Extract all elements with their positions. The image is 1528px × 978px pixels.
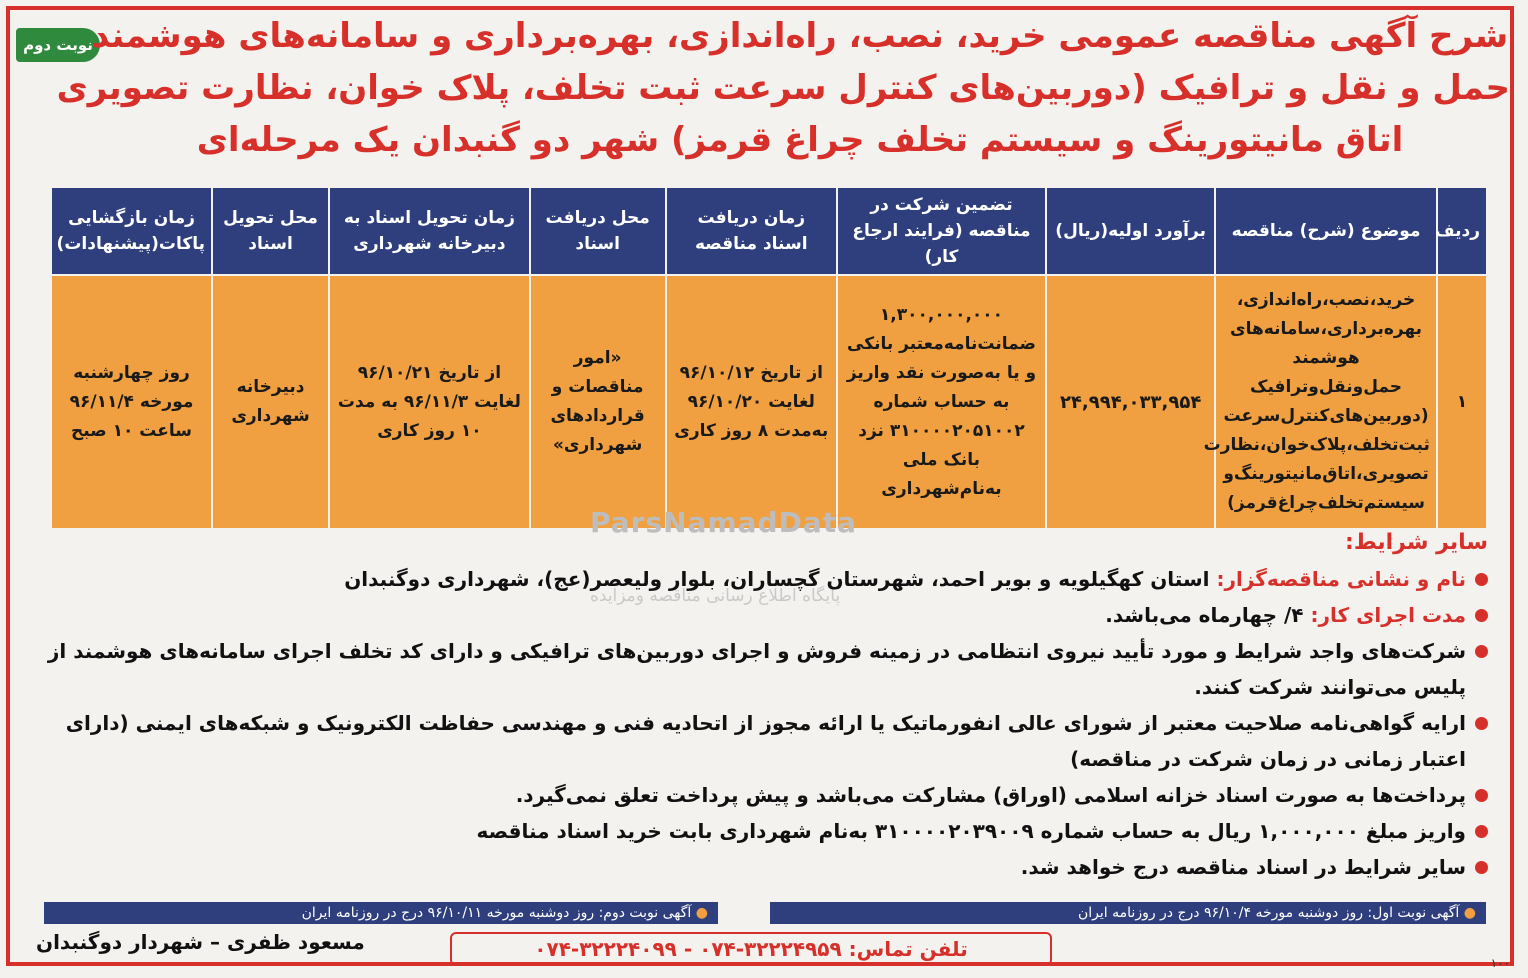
condition-item xyxy=(40,597,1488,633)
second-round-notice xyxy=(44,902,718,924)
header-estimate: برآورد اولیه(ریال) xyxy=(1046,187,1215,275)
condition-label: نام و نشانی مناقصه‌گزار: xyxy=(1216,567,1466,591)
header-deliver-place: محل تحویل اسناد xyxy=(212,187,329,275)
condition-item xyxy=(40,813,1488,849)
other-conditions xyxy=(40,530,1488,885)
condition-text: واریز مبلغ ۱,۰۰۰,۰۰۰ ریال به حساب شماره ۳۱۰۰۰۰۲۰۳۹۰۰۹ به‌نام شهرداری بابت خرید اسناد مناقصه xyxy=(476,819,1466,843)
bullet-icon: ● xyxy=(1463,905,1476,921)
header-deliver-time: زمان تحویل اسناد به دبیرخانه شهرداری xyxy=(329,187,530,275)
bullet-icon xyxy=(1475,825,1488,838)
condition-text: پرداخت‌ها به صورت اسناد خزانه اسلامی (اوراق) مشارکت می‌باشد و پیش پرداخت تعلق نمی‌گیرد. xyxy=(515,783,1466,807)
bullet-icon xyxy=(1475,609,1488,622)
condition-item xyxy=(40,849,1488,885)
header-row-number: ردیف xyxy=(1437,187,1487,275)
page-number: ۱۰۰ xyxy=(1490,956,1510,970)
cell-guarantee: ۱,۳۰۰,۰۰۰,۰۰۰ ضمانت‌نامه‌معتبر بانکی و یا به‌صورت نقد واریز به حساب شماره ۳۱۰۰۰۰۲۰۵۱۰۰۲ نزد بانک ملی به‌نام‌شهرداری xyxy=(837,275,1046,529)
cell-deliver-time: از تاریخ ۹۶/۱۰/۲۱ لغایت ۹۶/۱۱/۳ به مدت ۱۰ روز کاری xyxy=(329,275,530,529)
bullet-icon xyxy=(1475,573,1488,586)
conditions-heading: سایر شرایط: xyxy=(1345,530,1488,555)
condition-label: مدت اجرای کار: xyxy=(1310,603,1466,627)
first-round-notice-text: آگهی نوبت اول: روز دوشنبه مورخه ۹۶/۱۰/۴ درج در روزنامه ایران xyxy=(1078,905,1460,921)
contact-phone: تلفن تماس: ۳۲۲۲۴۹۵۹-۰۷۴ - ۳۲۲۲۴۰۹۹-۰۷۴ xyxy=(450,932,1052,966)
title-line-2: حمل و نقل و ترافیک (دوربین‌های کنترل سرعت ثبت تخلف، پلاک خوان، نظارت تصویری xyxy=(56,68,1510,108)
header-opening-time: زمان بازگشایی پاکات(پیشنهادات) xyxy=(51,187,212,275)
cell-estimate: ۲۴,۹۹۴,۰۳۳,۹۵۴ xyxy=(1046,275,1215,529)
watermark-subtitle: پایگاه اطلاع رسانی مناقصه ومزایده xyxy=(590,586,841,606)
tender-table xyxy=(50,186,1488,530)
watermark-brand: ParsNamadData xyxy=(590,506,857,539)
bullet-icon xyxy=(1475,645,1488,658)
cell-deliver-place: دبیرخانه شهرداری xyxy=(212,275,329,529)
header-receive-time: زمان دریافت اسناد مناقصه xyxy=(666,187,837,275)
condition-item xyxy=(40,705,1488,777)
condition-item xyxy=(40,633,1488,705)
title-line-1: شرح آگهی مناقصه عمومی خرید، نصب، راه‌اندازی، بهره‌برداری و سامانه‌های هوشمند xyxy=(91,16,1509,56)
condition-text: استان کهگیلویه و بویر احمد، شهرستان گچساران، بلوار ولیعصر(عج)، شهرداری دوگنبدان xyxy=(344,567,1217,591)
first-round-notice xyxy=(770,902,1486,924)
second-round-notice-text: آگهی نوبت دوم: روز دوشنبه مورخه ۹۶/۱۰/۱۱ درج در روزنامه ایران xyxy=(301,905,692,921)
cell-opening-time: روز چهارشنبه مورخه ۹۶/۱۱/۴ ساعت ۱۰ صبح xyxy=(51,275,212,529)
title-line-3: اتاق مانیتورینگ و سیستم تخلف چراغ قرمز) شهر دو گنبدان یک مرحله‌ای xyxy=(196,120,1404,160)
condition-item xyxy=(40,561,1488,597)
condition-text: ۴/ چهارماه می‌باشد. xyxy=(1105,603,1311,627)
condition-text: سایر شرایط در اسناد مناقصه درج خواهد شد. xyxy=(1020,855,1466,879)
bullet-icon xyxy=(1475,717,1488,730)
bullet-icon xyxy=(1475,789,1488,802)
cell-receive-time: از تاریخ ۹۶/۱۰/۱۲ لغایت ۹۶/۱۰/۲۰ به‌مدت ۸ روز کاری xyxy=(666,275,837,529)
cell-subject: خرید،نصب،راه‌اندازی، بهره‌برداری،سامانه‌های هوشمند حمل‌ونقل‌وترافیک (دوربین‌های‌کنترل‌سرعت ثبت‌تخلف،پلاک‌خوان،نظارت تصویری،اتاق‌مانیتورینگ‌و سیستم‌تخلف‌چراغ‌قرمز) xyxy=(1215,275,1437,529)
bullet-icon xyxy=(1475,861,1488,874)
bullet-icon: ● xyxy=(695,905,708,921)
header-subject: موضوع (شرح) مناقصه xyxy=(1215,187,1437,275)
signature: مسعود ظفری – شهردار دوگنبدان xyxy=(36,930,365,954)
condition-item xyxy=(40,777,1488,813)
condition-text: شرکت‌های واجد شرایط و مورد تأیید نیروی انتظامی در زمینه فروش و اجرای دوربین‌های ترافیکی و دارای کد تخلف اجرای سامانه‌های هوشمند از پلیس می‌توانند شرکت کنند. xyxy=(47,639,1466,699)
table-row xyxy=(51,275,1487,529)
cell-receive-place: «امور مناقصات و قراردادهای شهرداری» xyxy=(530,275,666,529)
table-header-row xyxy=(51,187,1487,275)
header-guarantee: تضمین شرکت در مناقصه (فرایند ارجاع کار) xyxy=(837,187,1046,275)
condition-text: ارایه گواهی‌نامه صلاحیت معتبر از شورای عالی انفورماتیک یا ارائه مجوز از اتحادیه فنی و مهندسی حفاظت الکترونیک و شبکه‌های ایمنی (دارای اعتبار زمانی در زمان شرکت در مناقصه) xyxy=(65,711,1466,771)
second-round-badge: نوبت دوم xyxy=(16,28,100,62)
header-receive-place: محل دریافت اسناد xyxy=(530,187,666,275)
cell-row-number: ۱ xyxy=(1437,275,1487,529)
